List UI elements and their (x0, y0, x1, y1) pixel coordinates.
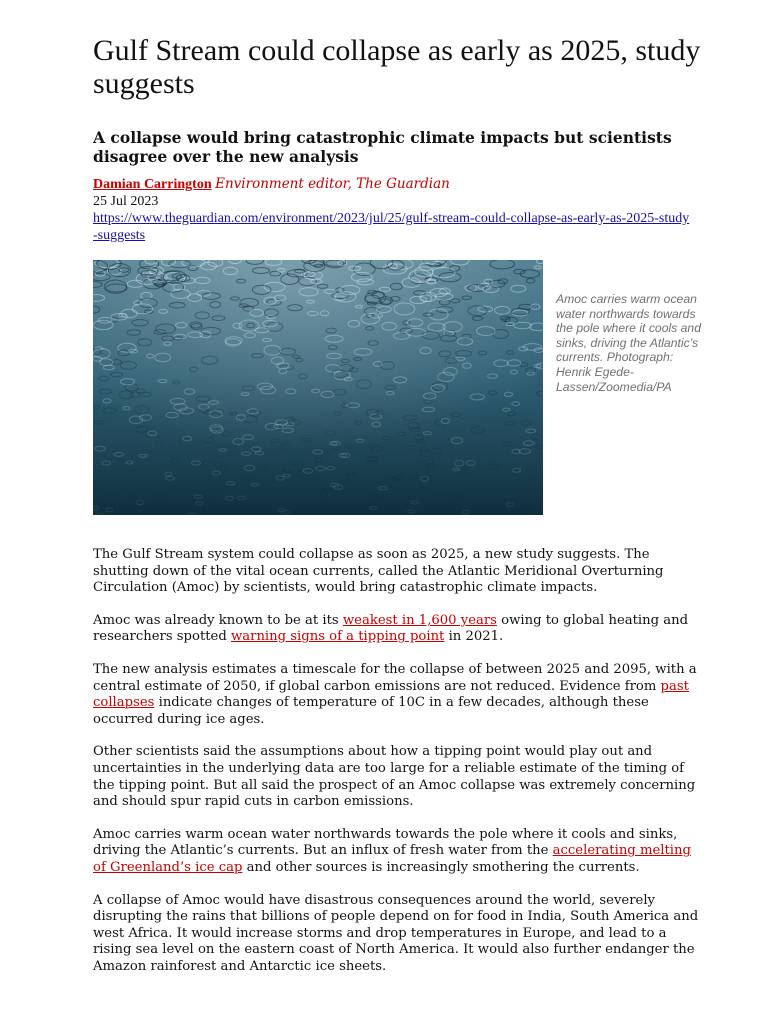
paragraph-5: Amoc carries warm ocean water northwards towards the pole where it cools and sinks, driving the Atlantic’s currents. But an influx of fresh water from the accelerating melting of Greenland’s ice cap and other sources is increasingly smothering the currents. (93, 826, 691, 875)
byline (93, 175, 705, 194)
photo-caption: Amoc carries warm ocean water northwards towards the pole where it cools and sinks, driving the Atlantic’s currents. Photograph: Henrik Egede-Lassen/Zoomedia/PA (556, 292, 701, 394)
publication-date: 25 Jul 2023 (93, 194, 159, 209)
author-role: Environment editor, The Guardian (215, 176, 450, 192)
underwater-surface-image (93, 260, 543, 515)
paragraph-4: Other scientists said the assumptions about how a tipping point would play out and uncertainties in the underlying data are too large for a reliable estimate of the timing of the tipping point. But all said the prospect of an Amoc collapse was extremely concerning and should spur rapid cuts in carbon emissions. (93, 744, 696, 810)
tipping-point-link[interactable]: warning signs of a tipping point (230, 629, 445, 645)
headline: Gulf Stream could collapse as early as 2025, study suggests (93, 34, 701, 100)
article-url-link[interactable]: https://www.theguardian.com/environment/2023/jul/25/gulf-stream-could-collapse-as-early-as-2025-study-suggests (93, 211, 690, 243)
standfirst: A collapse would bring catastrophic climate impacts but scientists disagree over the new analysis (93, 128, 672, 166)
paragraph-6: A collapse of Amoc would have disastrous consequences around the world, severely disrupting the rains that billions of people depend on for food in India, South America and west Africa. It would increase storms and drop temperatures in Europe, and lead to a rising sea level on the eastern coast of North America. It would also further endanger the Amazon rainforest and Antarctic ice sheets. (93, 892, 699, 974)
article-body (93, 547, 705, 991)
paragraph-2: Amoc was already known to be at its weakest in 1,600 years owing to global heating and researchers spotted warning signs of a tipping point in 2021. (93, 612, 689, 645)
paragraph-1: The Gulf Stream system could collapse as soon as 2025, a new study suggests. The shutting down of the vital ocean currents, called the Atlantic Meridional Overturning Circulation (Amoc) by scientists, would bring catastrophic climate impacts. (93, 547, 664, 596)
greenland-melting-link[interactable]: accelerating melting of Greenland’s ice cap (93, 843, 691, 875)
past-collapses-link[interactable]: past collapses (93, 678, 689, 711)
paragraph-3: The new analysis estimates a timescale for the collapse of between 2025 and 2095, with a central estimate of 2050, if global carbon emissions are not reduced. Evidence from past collapses indicate changes of temperature of 10C in a few decades, although these occurred during ice ages. (93, 661, 697, 727)
weakest-link[interactable]: weakest in 1,600 years (342, 612, 497, 628)
ocean-photo (93, 260, 543, 515)
author-link[interactable]: Damian Carrington (93, 177, 212, 192)
